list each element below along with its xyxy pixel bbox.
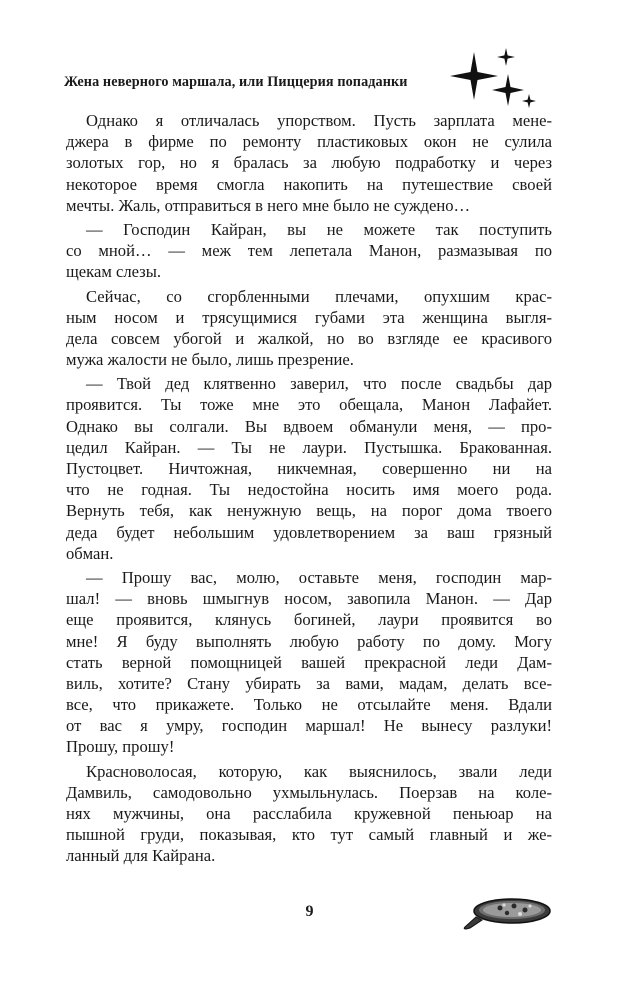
text-line: Красноволосая, которую, как выяснилось, звали леди <box>86 761 552 781</box>
text-line: цедил Кайран. — Ты не лаури. Пустышка. Бракованная. <box>66 437 552 457</box>
text-line: со мной… — меж тем лепетала Манон, размазывая по <box>66 241 552 261</box>
text-line: некоторое время смогла накопить на путешествие своей <box>66 174 552 194</box>
text-line: что не годная. Ты недостойна носить имя моего рода. <box>66 480 552 500</box>
page-number: 9 <box>305 903 314 920</box>
text-line: — Господин Кайран, вы не можете так поступить <box>86 219 552 239</box>
text-line: Однако вы солгали. Вы вдвоем обманули меня, — про- <box>66 416 552 436</box>
text-line: ным носом и трясущимися губами эта женщина выгля- <box>66 307 552 327</box>
running-title: Жена неверного маршала, или Пиццерия попаданки <box>64 74 408 90</box>
text-line: золотых гор, но я бралась за любую подработку и через <box>66 153 552 173</box>
text-line: Прошу, прошу! <box>66 737 175 757</box>
text-line: Пустоцвет. Ничтожная, никчемная, совершенно ни на <box>66 459 552 478</box>
text-line: от вас я умру, господин маршал! Не вынесу разлуки! <box>66 716 552 736</box>
text-line: джера в фирме по ремонту пластиковых окон не сулила <box>66 132 552 152</box>
paragraph <box>66 286 552 371</box>
text-line: Вернуть тебя, как ненужную вещь, на порог дома твоего <box>66 501 552 521</box>
text-line: все, что прикажете. Только не отсылайте меня. Вдали <box>66 695 552 715</box>
paragraph <box>66 110 552 216</box>
paragraph <box>66 373 552 564</box>
pizza-icon <box>462 893 554 931</box>
text-line: — Твой дед клятвенно заверил, что после свадьбы дар <box>86 374 552 394</box>
text-line: обман. <box>66 543 114 563</box>
body-text <box>66 110 552 870</box>
text-line: деда будет небольшим удовлетворением за ваш грязный <box>66 522 552 542</box>
text-line: стать верной помощницей вашей прекрасной леди Дам- <box>66 652 552 672</box>
paragraph <box>66 219 552 283</box>
text-line: еще проявится, клянусь богиней, лаури проявится во <box>66 610 552 630</box>
text-line: — Прошу вас, молю, оставьте меня, господин мар- <box>86 567 552 587</box>
text-line: проявится. Ты тоже мне это обещала, Манон Лафайет. <box>66 395 552 415</box>
text-line: щекам слезы. <box>66 262 162 282</box>
text-line: нях мужчины, она расслабила кружевной пеньюар на <box>66 804 552 823</box>
paragraph <box>66 761 552 867</box>
text-line: Сейчас, со сгорбленными плечами, опухшим крас- <box>86 286 552 306</box>
text-line: Однако я отличалась упорством. Пусть зарплата мене- <box>86 111 552 130</box>
text-line: ланный для Кайрана. <box>66 846 216 866</box>
sparkle-stars-icon <box>446 46 546 116</box>
text-line: мужа жалости не было, лишь презрение. <box>66 350 354 370</box>
text-line: мечты. Жаль, отправиться в него мне было не суждено… <box>66 195 471 215</box>
text-line: дела совсем убогой и жалкой, но во взгляде ее красивого <box>66 328 552 348</box>
text-line: пышной груди, показывая, кто тут самый главный и же- <box>66 825 552 845</box>
text-line: виль, хотите? Стану убирать за вами, мадам, делать все- <box>66 673 552 693</box>
paragraph <box>66 567 552 758</box>
text-line: мне! Я буду выполнять любую работу по дому. Могу <box>66 631 552 651</box>
text-line: Дамвиль, самодовольно ухмыльнулась. Поерзав на коле- <box>66 782 552 802</box>
text-line: шал! — вновь шмыгнув носом, завопила Манон. — Дар <box>66 589 552 609</box>
